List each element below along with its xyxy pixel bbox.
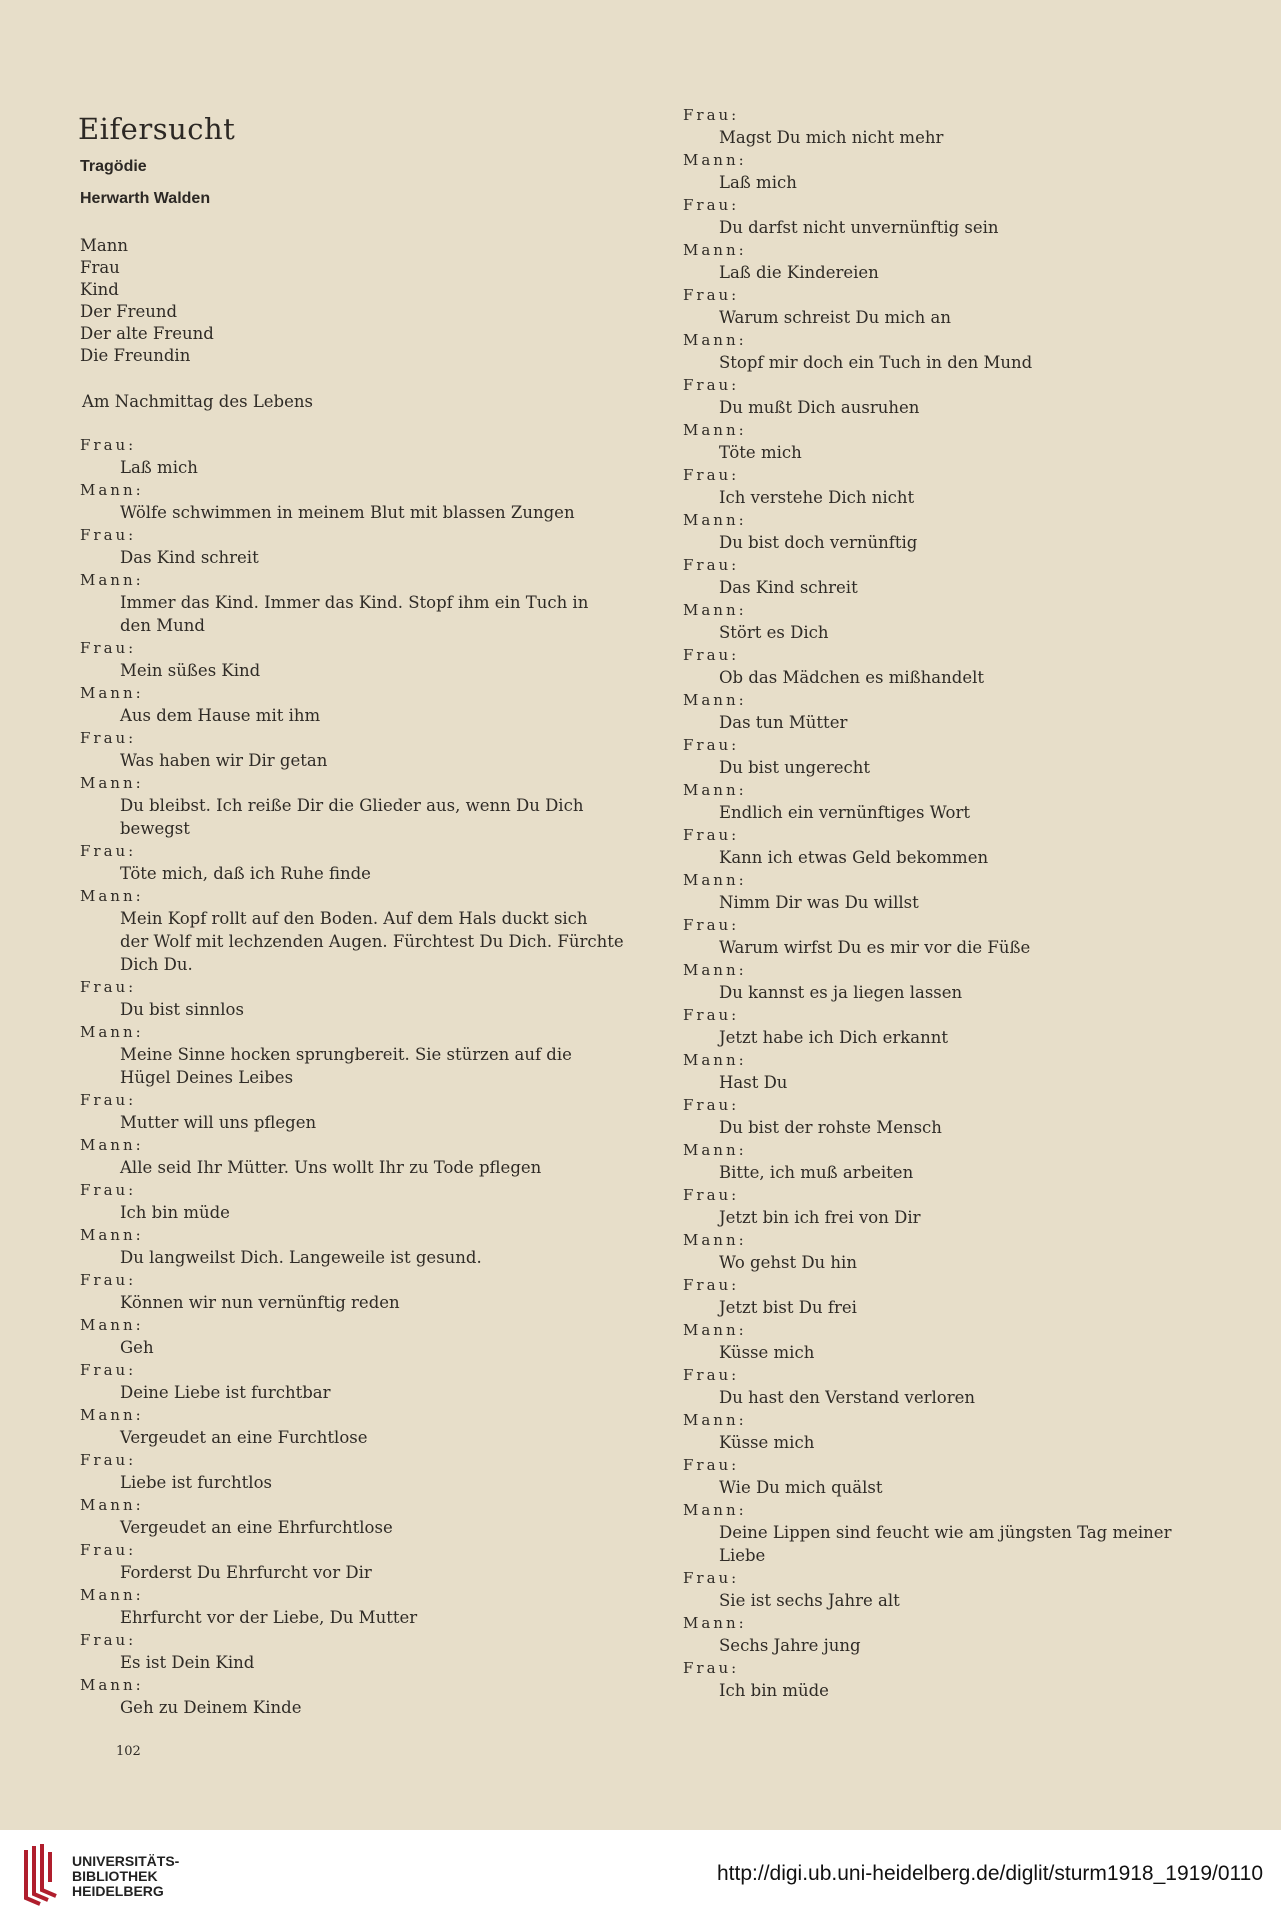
dialogue-line: Du mußt Dich ausruhen xyxy=(719,398,920,417)
cast-member: Frau xyxy=(80,258,120,277)
speaker-label: Mann: xyxy=(80,481,144,499)
cast-member: Der alte Freund xyxy=(80,324,214,343)
play-title: Eifersucht xyxy=(78,112,236,146)
speaker-label: Mann: xyxy=(80,1586,144,1604)
speaker-label: Mann: xyxy=(80,887,144,905)
dialogue-line: Das Kind schreit xyxy=(719,578,858,597)
speaker-label: Mann: xyxy=(683,1501,747,1519)
dialogue-line: Küsse mich xyxy=(719,1433,815,1452)
speaker-label: Mann: xyxy=(683,1321,747,1339)
dialogue-line: Du bist doch vernünftig xyxy=(719,533,918,552)
dialogue-line: Ich bin müde xyxy=(719,1681,829,1700)
dialogue-line: Du langweilst Dich. Langeweile ist gesund. xyxy=(120,1248,482,1267)
dialogue-line: Stört es Dich xyxy=(719,623,829,642)
scene-heading: Am Nachmittag des Lebens xyxy=(82,392,313,411)
dialogue-line: Du hast den Verstand verloren xyxy=(719,1388,975,1407)
speaker-label: Frau: xyxy=(80,1631,137,1649)
speaker-label: Frau: xyxy=(80,1361,137,1379)
dialogue-line: Können wir nun vernünftig reden xyxy=(120,1293,400,1312)
speaker-label: Mann: xyxy=(80,1676,144,1694)
dialogue-line: Du darfst nicht unvernünftig sein xyxy=(719,218,999,237)
library-name: UNIVERSITÄTS- BIBLIOTHEK HEIDELBERG xyxy=(72,1853,180,1899)
speaker-label: Frau: xyxy=(80,1271,137,1289)
dialogue-line: Ehrfurcht vor der Liebe, Du Mutter xyxy=(120,1608,418,1627)
speaker-label: Frau: xyxy=(80,842,137,860)
speaker-label: Frau: xyxy=(683,1276,740,1294)
speaker-label: Frau: xyxy=(683,196,740,214)
dialogue-line: Deine Lippen sind feucht wie am jüngsten Tag meiner xyxy=(719,1523,1172,1542)
dialogue-line: Sechs Jahre jung xyxy=(719,1636,861,1655)
dialogue-line: Sie ist sechs Jahre alt xyxy=(719,1591,900,1610)
speaker-label: Mann: xyxy=(683,1231,747,1249)
permalink-url[interactable]: http://digi.ub.uni-heidelberg.de/diglit/sturm1918_1919/0110 xyxy=(717,1862,1263,1885)
dialogue-line: Laß mich xyxy=(120,458,198,477)
dialogue-line: Aus dem Hause mit ihm xyxy=(120,706,321,725)
dialogue-line: Vergeudet an eine Ehrfurchtlose xyxy=(120,1518,393,1537)
dialogue-line: Kann ich etwas Geld bekommen xyxy=(719,848,989,867)
speaker-label: Mann: xyxy=(80,1023,144,1041)
dialogue-line: Laß die Kindereien xyxy=(719,263,879,282)
dialogue-line: Magst Du mich nicht mehr xyxy=(719,128,944,147)
dialogue-line: Meine Sinne hocken sprungbereit. Sie stürzen auf die xyxy=(120,1045,572,1064)
speaker-label: Mann: xyxy=(80,571,144,589)
speaker-label: Frau: xyxy=(683,106,740,124)
speaker-label: Mann: xyxy=(80,1406,144,1424)
speaker-label: Mann: xyxy=(683,331,747,349)
speaker-label: Frau: xyxy=(683,1569,740,1587)
speaker-label: Mann: xyxy=(683,601,747,619)
speaker-label: Frau: xyxy=(683,826,740,844)
dialogue-line: Wo gehst Du hin xyxy=(719,1253,857,1272)
speaker-label: Mann: xyxy=(80,684,144,702)
speaker-label: Mann: xyxy=(80,1226,144,1244)
speaker-label: Frau: xyxy=(80,729,137,747)
dialogue-line: Ich bin müde xyxy=(120,1203,230,1222)
dialogue-line: Endlich ein vernünftiges Wort xyxy=(719,803,971,822)
dialogue-line: Warum schreist Du mich an xyxy=(719,308,951,327)
dialogue-line: Geh xyxy=(120,1338,154,1357)
speaker-label: Mann: xyxy=(683,1141,747,1159)
dialogue-line: Es ist Dein Kind xyxy=(120,1653,255,1672)
dialogue-line: Mein süßes Kind xyxy=(120,661,261,680)
speaker-label: Frau: xyxy=(80,1091,137,1109)
dialogue-line: Mein Kopf rollt auf den Boden. Auf dem Hals duckt sich xyxy=(120,909,588,928)
speaker-label: Mann: xyxy=(80,774,144,792)
speaker-label: Mann: xyxy=(683,781,747,799)
speaker-label: Frau: xyxy=(683,376,740,394)
dialogue-line: den Mund xyxy=(120,616,205,635)
speaker-label: Frau: xyxy=(683,1366,740,1384)
library-footer xyxy=(0,1830,1281,1923)
dialogue-line: Deine Liebe ist furchtbar xyxy=(120,1383,331,1402)
speaker-label: Frau: xyxy=(80,978,137,996)
speaker-label: Frau: xyxy=(683,1096,740,1114)
speaker-label: Frau: xyxy=(683,646,740,664)
cast-member: Kind xyxy=(80,280,119,299)
dialogue-line: Du bleibst. Ich reiße Dir die Glieder aus, wenn Du Dich xyxy=(120,796,584,815)
dialogue-line: Du bist ungerecht xyxy=(719,758,871,777)
page-number: 102 xyxy=(116,1744,141,1759)
speaker-label: Mann: xyxy=(80,1136,144,1154)
dialogue-line: Hast Du xyxy=(719,1073,788,1092)
dialogue-line: Küsse mich xyxy=(719,1343,815,1362)
dialogue-line: Bitte, ich muß arbeiten xyxy=(719,1163,914,1182)
speaker-label: Frau: xyxy=(80,436,137,454)
speaker-label: Frau: xyxy=(683,1456,740,1474)
speaker-label: Mann: xyxy=(683,1614,747,1632)
dialogue-line: Forderst Du Ehrfurcht vor Dir xyxy=(120,1563,372,1582)
dialogue-line: Jetzt bin ich frei von Dir xyxy=(719,1208,921,1227)
dialogue-line: Du bist der rohste Mensch xyxy=(719,1118,942,1137)
speaker-label: Frau: xyxy=(683,556,740,574)
speaker-label: Frau: xyxy=(80,1181,137,1199)
dialogue-line: Das Kind schreit xyxy=(120,548,259,567)
speaker-label: Frau: xyxy=(80,1451,137,1469)
speaker-label: Mann: xyxy=(683,691,747,709)
speaker-label: Mann: xyxy=(683,871,747,889)
speaker-label: Frau: xyxy=(683,1006,740,1024)
university-library-logo-icon xyxy=(16,1842,64,1908)
dialogue-line: Du bist sinnlos xyxy=(120,1000,244,1019)
speaker-label: Mann: xyxy=(683,961,747,979)
dialogue-line: Töte mich xyxy=(719,443,802,462)
speaker-label: Mann: xyxy=(683,151,747,169)
speaker-label: Mann: xyxy=(683,1411,747,1429)
dialogue-line: Immer das Kind. Immer das Kind. Stopf ihm ein Tuch in xyxy=(120,593,589,612)
cast-member: Der Freund xyxy=(80,302,178,321)
speaker-label: Mann: xyxy=(80,1496,144,1514)
dialogue-line: Mutter will uns pflegen xyxy=(120,1113,317,1132)
speaker-label: Mann: xyxy=(80,1316,144,1334)
dialogue-line: Töte mich, daß ich Ruhe finde xyxy=(120,864,371,883)
play-author: Herwarth Walden xyxy=(80,190,211,207)
dialogue-line: Hügel Deines Leibes xyxy=(120,1068,294,1087)
dialogue-line: Ob das Mädchen es mißhandelt xyxy=(719,668,984,687)
cast-member: Mann xyxy=(80,236,128,255)
speaker-label: Frau: xyxy=(80,526,137,544)
speaker-label: Mann: xyxy=(683,1051,747,1069)
speaker-label: Frau: xyxy=(683,466,740,484)
speaker-label: Frau: xyxy=(80,1541,137,1559)
speaker-label: Frau: xyxy=(683,286,740,304)
dialogue-line: Ich verstehe Dich nicht xyxy=(719,488,915,507)
dialogue-line: Liebe ist furchtlos xyxy=(120,1473,272,1492)
dialogue-line: Nimm Dir was Du willst xyxy=(719,893,919,912)
speaker-label: Frau: xyxy=(80,639,137,657)
dialogue-line: Warum wirfst Du es mir vor die Füße xyxy=(719,938,1031,957)
dialogue-line: Vergeudet an eine Furchtlose xyxy=(120,1428,368,1447)
dialogue-line: Stopf mir doch ein Tuch in den Mund xyxy=(719,353,1033,372)
dialogue-line: Du kannst es ja liegen lassen xyxy=(719,983,963,1002)
dialogue-line: Geh zu Deinem Kinde xyxy=(120,1698,302,1717)
dialogue-line: Dich Du. xyxy=(120,955,193,974)
dialogue-line: Liebe xyxy=(719,1546,766,1565)
dialogue-line: Alle seid Ihr Mütter. Uns wollt Ihr zu Tode pflegen xyxy=(120,1158,542,1177)
dialogue-line: Jetzt habe ich Dich erkannt xyxy=(719,1028,948,1047)
speaker-label: Mann: xyxy=(683,511,747,529)
speaker-label: Frau: xyxy=(683,1659,740,1677)
speaker-label: Frau: xyxy=(683,736,740,754)
cast-member: Die Freundin xyxy=(80,346,191,365)
dialogue-line: Wölfe schwimmen in meinem Blut mit blassen Zungen xyxy=(120,503,575,522)
dialogue-line: der Wolf mit lechzenden Augen. Fürchtest Du Dich. Fürchte xyxy=(120,932,624,951)
dialogue-line: Das tun Mütter xyxy=(719,713,848,732)
speaker-label: Mann: xyxy=(683,241,747,259)
dialogue-line: bewegst xyxy=(120,819,190,838)
dialogue-line: Wie Du mich quälst xyxy=(719,1478,883,1497)
play-subtitle: Tragödie xyxy=(80,158,147,175)
dialogue-line: Was haben wir Dir getan xyxy=(120,751,328,770)
dialogue-line: Jetzt bist Du frei xyxy=(719,1298,857,1317)
speaker-label: Frau: xyxy=(683,1186,740,1204)
speaker-label: Frau: xyxy=(683,916,740,934)
dialogue-line: Laß mich xyxy=(719,173,797,192)
speaker-label: Mann: xyxy=(683,421,747,439)
